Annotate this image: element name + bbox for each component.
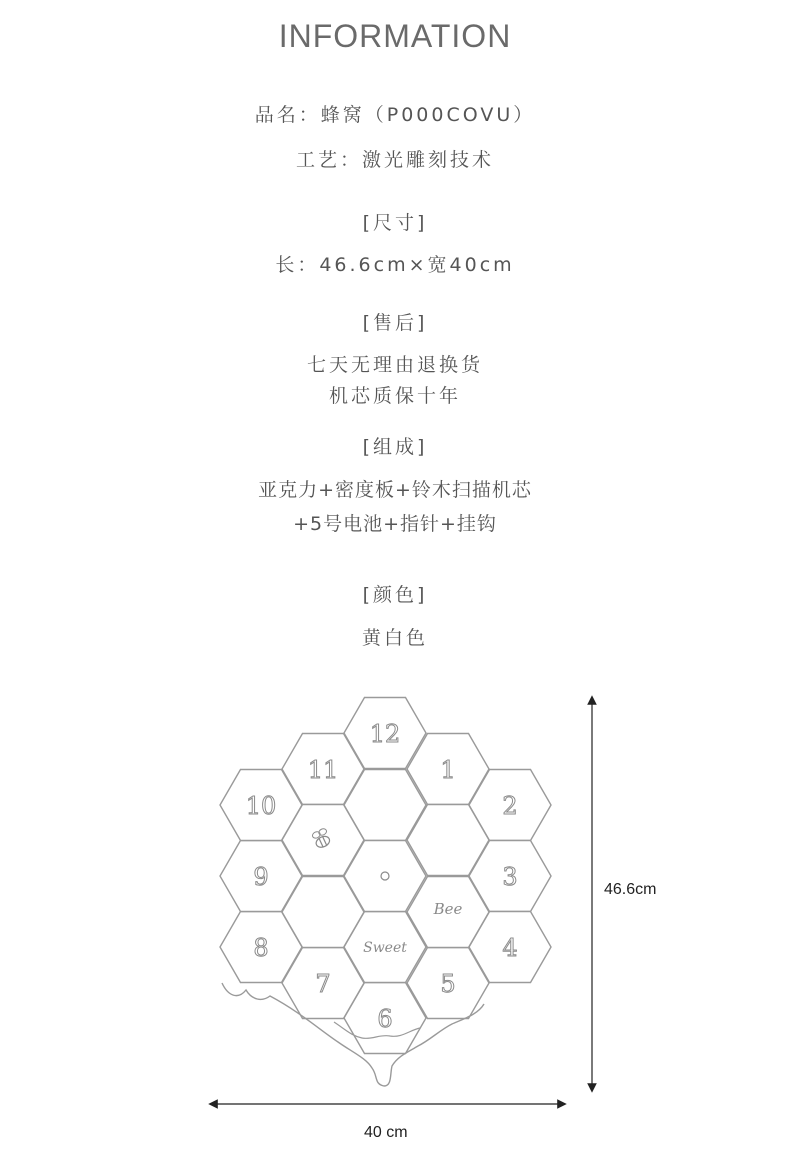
hour-numeral: 12 [369, 720, 401, 748]
hour-numeral: 11 [307, 756, 339, 784]
composition-heading: [组成] [362, 436, 428, 458]
hour-numeral: 3 [502, 863, 518, 891]
color-heading: [颜色] [362, 584, 428, 606]
hour-numeral: 8 [253, 934, 269, 962]
size-value: 长：46.6cm×宽40cm [275, 254, 515, 276]
hour-numeral: 4 [502, 934, 518, 962]
hour-numeral: 9 [253, 863, 269, 891]
after-sales-heading: [售后] [362, 312, 428, 334]
honeycomb-cells [220, 698, 551, 1054]
width-label: 40 cm [364, 1124, 408, 1141]
hour-numeral: 5 [440, 970, 456, 998]
after-sales-line-2: 机芯质保十年 [328, 385, 461, 407]
hour-numeral: 10 [245, 792, 277, 820]
sweet-script-text: Sweet [363, 940, 407, 956]
after-sales-line-1: 七天无理由退换货 [306, 354, 483, 376]
hour-numeral: 6 [377, 1005, 393, 1033]
craft-line: 工艺：激光雕刻技术 [295, 149, 494, 171]
composition-line-2: +5号电池+指针+挂钩 [293, 513, 497, 535]
page-title: INFORMATION [278, 18, 512, 54]
hour-numeral: 7 [315, 970, 331, 998]
size-heading: [尺寸] [362, 212, 428, 234]
composition-line-1: 亚克力+密度板+铃木扫描机芯 [258, 479, 532, 501]
hour-numeral: 1 [440, 756, 456, 784]
height-label: 46.6cm [604, 881, 657, 898]
color-value: 黄白色 [361, 627, 428, 649]
bee-script-text: Bee [433, 900, 463, 918]
product-name: 品名：蜂窝（P000COVU） [254, 104, 536, 126]
hour-numeral: 2 [502, 792, 518, 820]
